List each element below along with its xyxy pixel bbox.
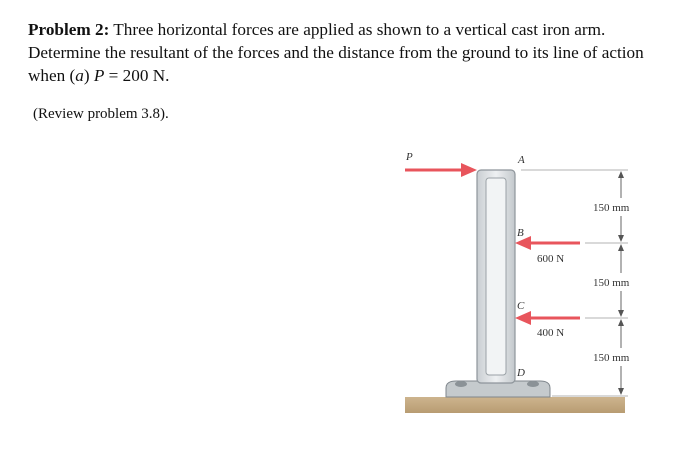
dim-1-arrow-bottom: [618, 235, 624, 242]
problem-text-1: Three horizontal forces are applied as shown to a vertical cast iron arm. Determine the resultant of the forces and the distance from the ground to its line of action when (: [28, 20, 644, 85]
force-600-label: 600 N: [537, 253, 565, 265]
dim-3-arrow-bottom: [618, 388, 624, 395]
problem-part-letter: a: [75, 66, 84, 85]
force-400-label: 400 N: [537, 327, 565, 339]
problem-text-2: ): [83, 66, 94, 85]
point-d-label: D: [517, 367, 525, 379]
dim-2-arrow-bottom: [618, 310, 624, 317]
bolt-left: [455, 381, 467, 387]
force-p-arrow-head: [461, 163, 477, 177]
arm-web: [486, 178, 506, 375]
problem-variable-p: P: [93, 66, 105, 85]
point-c-label: C: [517, 300, 525, 312]
bolt-right: [527, 381, 539, 387]
force-400-arrow-head: [515, 311, 531, 325]
dim-3-arrow-top: [618, 319, 624, 326]
review-note: (Review problem 3.8).: [33, 106, 169, 122]
point-a-label: A: [518, 154, 525, 166]
dim-2-arrow-top: [618, 244, 624, 251]
problem-text-3: = 200 N.: [104, 66, 170, 85]
dim-3-label: 150 mm: [593, 352, 630, 364]
point-b-label: B: [517, 227, 524, 239]
dim-2-label: 150 mm: [593, 277, 630, 289]
dim-1-arrow-top: [618, 171, 624, 178]
problem-label: Problem 2:: [28, 20, 110, 39]
dim-1-label: 150 mm: [593, 202, 630, 214]
force-p-label: P: [406, 151, 413, 163]
ground: [405, 397, 625, 413]
